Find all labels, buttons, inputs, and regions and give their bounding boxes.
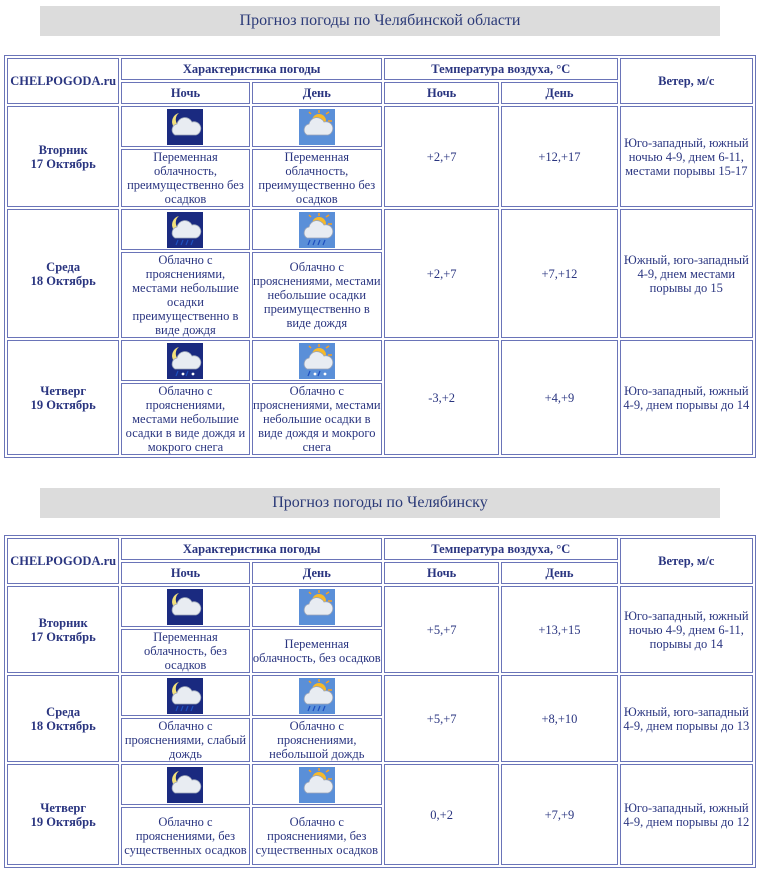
desc-day: Переменная облачность, преимущественно без осадков [252, 149, 382, 207]
day-cell [7, 209, 119, 338]
date: 18 Октябрь [30, 718, 96, 733]
sun-cloud-icon [299, 109, 335, 145]
temp-night: +5,+7 [384, 675, 499, 762]
night-icon-cell [121, 106, 249, 147]
table-row [7, 106, 753, 147]
moon-cloud-icon [167, 767, 203, 803]
sun-cloud-icon [299, 767, 335, 803]
moon-cloud-rain-icon [167, 212, 203, 248]
header-temperature: Температура воздуха, °С [384, 538, 618, 560]
desc-night: Переменная облачность, преимущественно без осадков [121, 149, 249, 207]
moon-cloud-icon [167, 109, 203, 145]
header-night: Ночь [121, 562, 249, 584]
temp-night: +2,+7 [384, 106, 499, 207]
sun-cloud-rain-icon [299, 212, 335, 248]
temp-day: +8,+10 [501, 675, 617, 762]
wind-cell: Юго-западный, южный ночью 4-9, днем 6-11, порывы до 14 [620, 586, 753, 673]
day-icon-cell [252, 586, 382, 627]
day-of-week: Вторник [38, 615, 88, 630]
sun-cloud-icon [299, 589, 335, 625]
header-weather: Характеристика погоды [121, 58, 382, 80]
night-icon-cell [121, 586, 249, 627]
header-day: День [501, 562, 617, 584]
day-icon-cell [252, 675, 382, 716]
wind-cell: Юго-западный, южный ночью 4-9, днем 6-11, местами порывы 15-17 [620, 106, 753, 207]
date: 19 Октябрь [30, 397, 96, 412]
header-weather: Характеристика погоды [121, 538, 382, 560]
table-row [7, 764, 753, 805]
header-night: Ночь [384, 562, 499, 584]
table-row [7, 675, 753, 716]
day-cell [7, 586, 119, 673]
desc-night: Переменная облачность, без осадков [121, 629, 249, 673]
forecast-table-region [4, 55, 756, 458]
header-wind: Ветер, м/с [620, 538, 753, 584]
day-cell [7, 675, 119, 762]
day-of-week: Четверг [40, 800, 87, 815]
date: 17 Октябрь [30, 629, 96, 644]
day-cell [7, 340, 119, 455]
desc-night: Облачно с прояснениями, слабый дождь [121, 718, 249, 762]
temp-day: +4,+9 [501, 340, 617, 455]
night-icon-cell [121, 764, 249, 805]
brand-cell: CHELPOGODA.ru [7, 58, 119, 104]
header-day: День [501, 82, 617, 104]
day-of-week: Четверг [40, 383, 87, 398]
desc-night: Облачно с прояснениями, местами небольшие осадки преимущественно в виде дождя [121, 252, 249, 338]
desc-night: Облачно с прояснениями, местами небольшие осадки в виде дождя и мокрого снега [121, 383, 249, 455]
temp-day: +7,+12 [501, 209, 617, 338]
day-of-week: Среда [46, 704, 81, 719]
table-row [7, 209, 753, 250]
night-icon-cell [121, 340, 249, 381]
sun-cloud-rain-icon [299, 678, 335, 714]
wind-cell: Юго-западный, южный 4-9, днем порывы до 12 [620, 764, 753, 865]
day-cell [7, 106, 119, 207]
header-night: Ночь [384, 82, 499, 104]
temp-night: +2,+7 [384, 209, 499, 338]
desc-day: Облачно с прояснениями, небольшой дождь [252, 718, 382, 762]
day-of-week: Среда [46, 259, 81, 274]
wind-cell: Южный, юго-западный 4-9, днем местами порывы до 15 [620, 209, 753, 338]
day-icon-cell [252, 106, 382, 147]
day-cell [7, 764, 119, 865]
brand-cell: CHELPOGODA.ru [7, 538, 119, 584]
forecast-table-city [4, 535, 756, 868]
temp-day: +13,+15 [501, 586, 617, 673]
desc-day: Переменная облачность, без осадков [252, 629, 382, 673]
desc-day: Облачно с прояснениями, без существенных осадков [252, 807, 382, 865]
table-row [7, 340, 753, 381]
wind-cell: Южный, юго-западный 4-9, днем порывы до 13 [620, 675, 753, 762]
section-title: Прогноз погоды по Челябинску [40, 488, 720, 518]
header-wind: Ветер, м/с [620, 58, 753, 104]
temp-day: +7,+9 [501, 764, 617, 865]
night-icon-cell [121, 675, 249, 716]
desc-day: Облачно с прояснениями, местами небольшие осадки в виде дождя и мокрого снега [253, 384, 381, 454]
day-icon-cell [252, 340, 382, 381]
table-row [7, 586, 753, 627]
temp-day: +12,+17 [501, 106, 617, 207]
header-day: День [252, 562, 382, 584]
night-icon-cell [121, 209, 249, 250]
sun-cloud-sleet-icon [299, 343, 335, 379]
day-of-week: Вторник [38, 142, 88, 157]
moon-cloud-sleet-icon [167, 343, 203, 379]
day-icon-cell [252, 209, 382, 250]
temp-night: 0,+2 [384, 764, 499, 865]
moon-cloud-icon [167, 589, 203, 625]
desc-night: Облачно с прояснениями, без существенных осадков [121, 807, 249, 865]
moon-cloud-rain-icon [167, 678, 203, 714]
day-icon-cell [252, 764, 382, 805]
date: 18 Октябрь [30, 273, 96, 288]
date: 19 Октябрь [30, 814, 96, 829]
desc-day: Облачно с прояснениями, местами небольшие осадки преимущественно в виде дождя [252, 252, 382, 338]
date: 17 Октябрь [30, 156, 96, 171]
header-night: Ночь [121, 82, 249, 104]
header-temperature: Температура воздуха, °С [384, 58, 618, 80]
wind-cell: Юго-западный, южный 4-9, днем порывы до 14 [620, 340, 753, 455]
temp-night: +5,+7 [384, 586, 499, 673]
header-day: День [252, 82, 382, 104]
temp-night: -3,+2 [384, 340, 499, 455]
section-title: Прогноз погоды по Челябинской области [40, 6, 720, 36]
